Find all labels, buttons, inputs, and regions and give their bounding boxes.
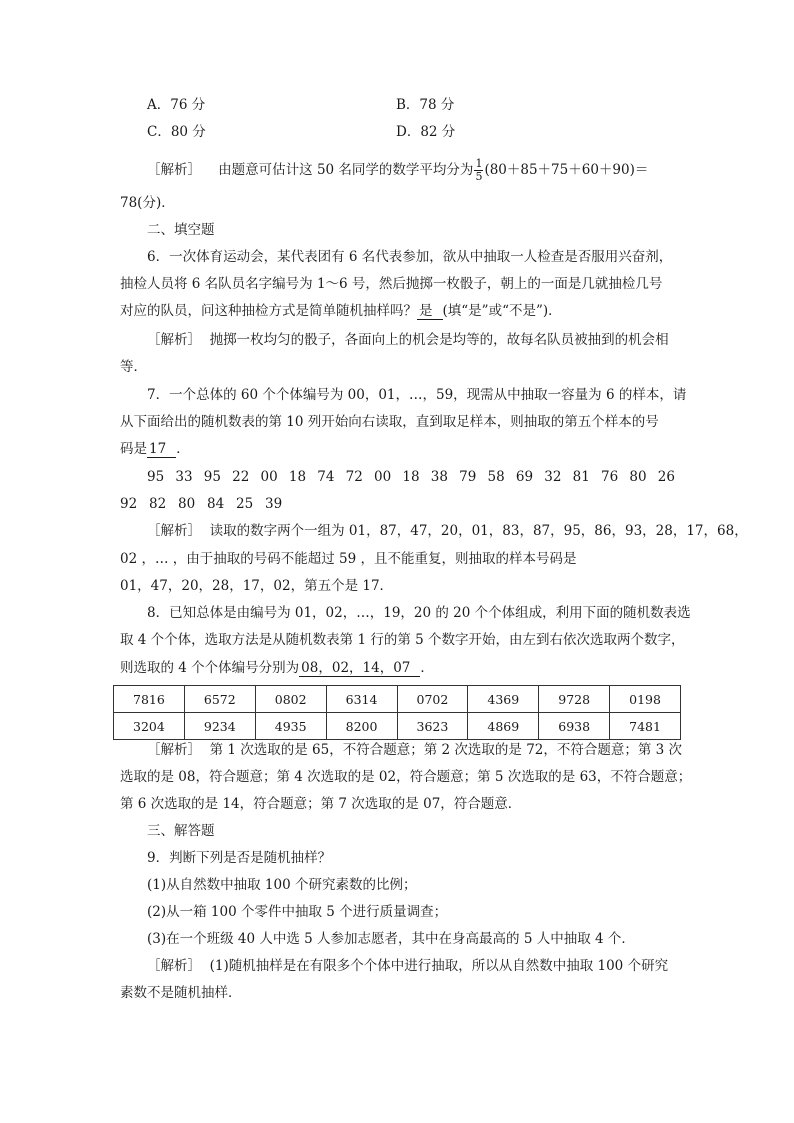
fraction-numerator: 1 [475, 157, 483, 170]
random-number: 80 [178, 496, 196, 512]
q6-analysis-line2: 等． [120, 359, 147, 375]
random-number-row-1 [147, 467, 675, 487]
fraction-denominator: 5 [475, 170, 483, 183]
table-cell: 7481 [610, 713, 681, 740]
random-number: 82 [149, 496, 167, 512]
q7-analysis-line3: 01，47，20，28，17，02，第五个是 17． [120, 578, 394, 594]
q8-line3-text: 则选取的 4 个个体编号分别为 [120, 660, 300, 676]
random-number: 79 [459, 469, 477, 485]
random-number: 00 [374, 469, 392, 485]
option-c: C．80 分 [147, 124, 206, 140]
q9-item2: (2)从一箱 100 个零件中抽取 5 个进行质量调查； [147, 904, 448, 920]
random-number: 39 [265, 496, 283, 512]
q6-answer-blank: 是 [417, 303, 443, 320]
table-cell: 3204 [114, 713, 185, 740]
fraction [474, 158, 483, 183]
q7-line1: 7．一个总体的 60 个个体编号为 00，01，…，59，现需从中抽取一容量为 6 的样本，请 [147, 387, 687, 403]
analysis-tag: ［解析］ [147, 332, 201, 348]
random-number: 32 [544, 469, 562, 485]
q8-analysis-line3: 第 6 次选取的是 14，符合题意；第 7 次选取的是 07，符合题意． [120, 796, 522, 812]
random-number: 74 [317, 469, 335, 485]
q7-line2: 从下面给出的随机数表的第 10 列开始向右读取，直到取足样本，则抽取的第五个样本的号 [120, 414, 659, 430]
analysis-text: 第 1 次选取的是 65，不符合题意；第 2 次选取的是 72，不符合题意；第 3 次 [209, 742, 683, 758]
random-number: 81 [572, 469, 590, 485]
q7-line3-suffix: ． [176, 441, 190, 457]
table-cell: 3623 [397, 713, 468, 740]
random-number: 33 [175, 469, 193, 485]
option-d: D．82 分 [396, 124, 456, 140]
table-cell: 9234 [184, 713, 255, 740]
table-cell: 4869 [468, 713, 539, 740]
q6-line1: 6．一次体育运动会，某代表团有 6 名代表参加，欲从中抽取一人检查是否服用兴奋剂， [147, 249, 673, 265]
table-cell: 6938 [539, 713, 610, 740]
q6-line3-text: 对应的队员，问这种抽检方式是简单随机抽样吗？ [120, 303, 417, 319]
random-number: 18 [402, 469, 420, 485]
q7-line3 [120, 439, 190, 459]
section-title-fill-in: 二、填空题 [147, 222, 215, 238]
table-cell: 7816 [114, 686, 185, 713]
q9-item3: (3)在一个班级 40 人中选 5 人参加志愿者，其中在身高最高的 5 人中抽取 4 个． [147, 931, 635, 947]
table-cell: 6572 [184, 686, 255, 713]
q9-analysis [147, 956, 668, 976]
q8-line3-suffix: ． [420, 660, 434, 676]
q8-analysis-line2: 选取的是 08，符合题意；第 4 次选取的是 02，符合题意；第 5 次选取的是 63，不符合题意； [120, 769, 692, 785]
table-cell: 0198 [610, 686, 681, 713]
q6-line2: 抽检人员将 6 名队员名字编号为 1～6 号，然后抛掷一枚骰子，朝上的一面是几就抽检几号 [120, 276, 663, 292]
analysis-tag: ［解析］ [147, 162, 201, 178]
random-number: 80 [629, 469, 647, 485]
q7-line3-text: 码是 [120, 441, 147, 457]
table-cell: 8200 [326, 713, 397, 740]
random-number: 95 [147, 469, 165, 485]
q5-analysis-line2: 78(分)． [120, 195, 175, 211]
analysis-tag: ［解析］ [147, 742, 201, 758]
random-number-row-2 [120, 494, 294, 514]
option-b: B．78 分 [396, 97, 455, 113]
q7-answer-blank: 17 [147, 441, 176, 458]
random-number: 38 [430, 469, 448, 485]
random-number: 92 [120, 496, 138, 512]
q9-line1: 9．判断下列是否是随机抽样？ [147, 850, 332, 866]
table-cell: 0802 [255, 686, 326, 713]
random-number: 18 [288, 469, 307, 485]
analysis-text: 读取的数字两个一组为 01，87，47，20，01，83，87，95，86，93，28，17，68， [209, 523, 748, 539]
table-cell: 4935 [255, 713, 326, 740]
q8-answer-blank: 08，02，14，07 [299, 660, 420, 677]
analysis-text: 抛掷一枚均匀的骰子，各面向上的机会是均等的，故每名队员被抽到的机会相 [209, 332, 669, 348]
q6-analysis [147, 330, 669, 350]
q9-item1: (1)从自然数中抽取 100 个研究素数的比例； [147, 877, 417, 893]
table-row [114, 686, 681, 713]
table-cell: 0702 [397, 686, 468, 713]
q5-analysis [147, 158, 648, 183]
analysis-tag: ［解析］ [147, 523, 201, 539]
random-number: 69 [515, 469, 534, 485]
random-number: 84 [207, 496, 225, 512]
table-cell: 4369 [468, 686, 539, 713]
q8-line2: 取 4 个个体，选取方法是从随机数表第 1 行的第 5 个数字开始，由左到右依次选取两个数字， [120, 632, 685, 648]
q6-line3-suffix: (填“是”或“不是”)． [442, 303, 562, 319]
q8-line1: 8．已知总体是由编号为 01，02，…，19，20 的 20 个个体组成，利用下面的随机数表选 [147, 605, 691, 621]
q6-line3 [120, 301, 562, 321]
table-cell: 6314 [326, 686, 397, 713]
analysis-text: (1)随机抽样是在有限多个个体中进行抽取，所以从自然数中抽取 100 个研究 [209, 958, 669, 974]
q9-analysis-line2: 素数不是随机抽样． [120, 985, 242, 1001]
option-a: A．76 分 [147, 97, 206, 113]
analysis-tag: ［解析］ [147, 958, 201, 974]
random-number: 22 [232, 469, 250, 485]
random-number: 58 [487, 469, 505, 485]
random-number-table [113, 685, 681, 740]
section-title-solutions: 三、解答题 [147, 823, 215, 839]
random-number: 72 [345, 469, 363, 485]
q7-analysis-line2: 02 ，… ，由于抽取的号码不能超过 59 ，且不能重复，则抽取的样本号码是 [120, 551, 577, 567]
random-number: 26 [657, 469, 675, 485]
table-row [114, 713, 681, 740]
random-number: 95 [203, 469, 221, 485]
random-number: 00 [260, 469, 278, 485]
q7-analysis [147, 521, 748, 541]
analysis-expression: (80＋85＋75＋60＋90)＝ [484, 162, 649, 178]
q8-analysis [147, 740, 682, 760]
q8-line3 [120, 658, 434, 678]
random-number: 76 [601, 469, 619, 485]
table-cell: 9728 [539, 686, 610, 713]
analysis-text: 由题意可估计这 50 名同学的数学平均分为 [218, 162, 474, 178]
random-number: 25 [236, 496, 254, 512]
